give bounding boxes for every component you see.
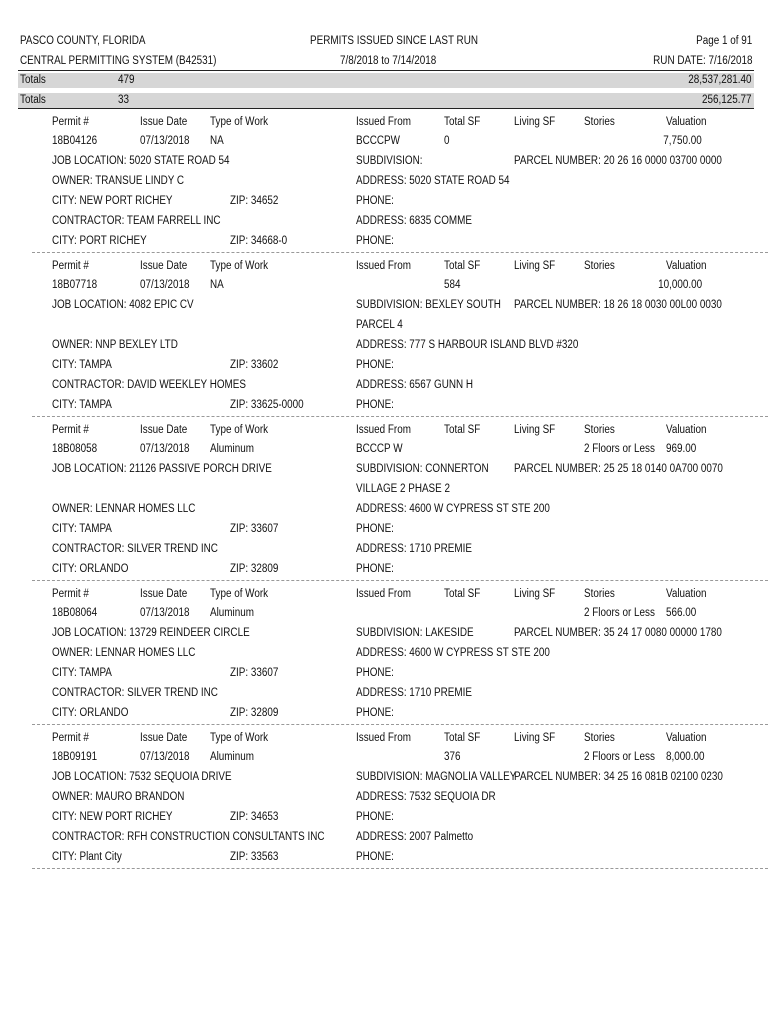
owner-phone: PHONE: xyxy=(356,195,394,207)
contractor-address: ADDRESS: 1710 PREMIE xyxy=(356,543,472,555)
permit-number: 18B08064 xyxy=(52,607,98,619)
type-of-work: Aluminum xyxy=(210,607,254,619)
owner: OWNER: NNP BEXLEY LTD xyxy=(52,339,178,351)
owner: OWNER: LENNAR HOMES LLC xyxy=(52,647,196,659)
job-location: JOB LOCATION: 21126 PASSIVE PORCH DRIVE xyxy=(52,463,272,475)
issue-date: 07/13/2018 xyxy=(140,443,190,455)
total-sf-label: Total SF xyxy=(444,260,481,272)
issue-date-label: Issue Date xyxy=(140,424,188,436)
owner-city: CITY: TAMPA xyxy=(52,359,112,371)
owner: OWNER: MAURO BRANDON xyxy=(52,791,185,803)
owner-city: CITY: NEW PORT RICHEY xyxy=(52,811,173,823)
type-of-work: Aluminum xyxy=(210,443,254,455)
total-sf: 584 xyxy=(444,279,461,291)
total-sf-label: Total SF xyxy=(444,116,481,128)
totals-label: Totals xyxy=(20,94,46,106)
type-of-work: Aluminum xyxy=(210,751,254,763)
issue-date: 07/13/2018 xyxy=(140,135,190,147)
parcel-number: PARCEL NUMBER: 18 26 18 0030 00L00 0030 xyxy=(514,299,722,311)
type-of-work-label: Type of Work xyxy=(210,732,269,744)
contractor-phone: PHONE: xyxy=(356,707,394,719)
valuation-label: Valuation xyxy=(666,260,707,272)
valuation-label: Valuation xyxy=(666,588,707,600)
header-divider xyxy=(18,70,754,71)
contractor-city: CITY: TAMPA xyxy=(52,399,112,411)
permit-label: Permit # xyxy=(52,732,89,744)
owner-address: ADDRESS: 5020 STATE ROAD 54 xyxy=(356,175,510,187)
record-divider xyxy=(32,580,768,581)
owner-address: ADDRESS: 4600 W CYPRESS ST STE 200 xyxy=(356,503,550,515)
issued-from-label: Issued From xyxy=(356,732,411,744)
owner-address: ADDRESS: 4600 W CYPRESS ST STE 200 xyxy=(356,647,550,659)
subdivision: SUBDIVISION: CONNERTON xyxy=(356,463,489,475)
contractor-phone: PHONE: xyxy=(356,235,394,247)
contractor-address: ADDRESS: 2007 Palmetto xyxy=(356,831,474,843)
subdivision: SUBDIVISION: LAKESIDE xyxy=(356,627,474,639)
contractor-zip: ZIP: 32809 xyxy=(230,563,279,575)
type-of-work-label: Type of Work xyxy=(210,588,269,600)
issue-date-label: Issue Date xyxy=(140,732,188,744)
total-sf-label: Total SF xyxy=(444,424,481,436)
owner-zip: ZIP: 33607 xyxy=(230,667,279,679)
permit-number: 18B04126 xyxy=(52,135,98,147)
parcel-number: PARCEL NUMBER: 34 25 16 081B 02100 0230 xyxy=(514,771,723,783)
contractor-phone: PHONE: xyxy=(356,851,394,863)
permit-number: 18B09191 xyxy=(52,751,98,763)
owner-address: ADDRESS: 7532 SEQUOIA DR xyxy=(356,791,496,803)
valuation-label: Valuation xyxy=(666,116,707,128)
owner: OWNER: TRANSUE LINDY C xyxy=(52,175,185,187)
permit-label: Permit # xyxy=(52,588,89,600)
contractor-zip: ZIP: 32809 xyxy=(230,707,279,719)
issue-date-label: Issue Date xyxy=(140,260,188,272)
permit-label: Permit # xyxy=(52,424,89,436)
valuation: 8,000.00 xyxy=(666,751,705,763)
permit-number: 18B08058 xyxy=(52,443,98,455)
job-location: JOB LOCATION: 7532 SEQUOIA DRIVE xyxy=(52,771,232,783)
stories: 2 Floors or Less xyxy=(584,443,655,455)
totals-count: 33 xyxy=(118,94,130,106)
owner-phone: PHONE: xyxy=(356,523,394,535)
contractor-city: CITY: Plant City xyxy=(52,851,122,863)
issued-from: BCCCP W xyxy=(356,443,403,455)
valuation: 10,000.00 xyxy=(657,279,702,291)
contractor: CONTRACTOR: SILVER TREND INC xyxy=(52,687,218,699)
stories-label: Stories xyxy=(584,588,615,600)
contractor-address: ADDRESS: 1710 PREMIE xyxy=(356,687,472,699)
valuation-label: Valuation xyxy=(666,424,707,436)
job-location: JOB LOCATION: 13729 REINDEER CIRCLE xyxy=(52,627,250,639)
owner-zip: ZIP: 34652 xyxy=(230,195,279,207)
contractor-phone: PHONE: xyxy=(356,563,394,575)
contractor-zip: ZIP: 34668-0 xyxy=(230,235,288,247)
stories-label: Stories xyxy=(584,424,615,436)
type-of-work-label: Type of Work xyxy=(210,424,269,436)
valuation: 969.00 xyxy=(666,443,697,455)
date-range: 7/8/2018 to 7/14/2018 xyxy=(340,55,437,67)
contractor-address: ADDRESS: 6567 GUNN H xyxy=(356,379,474,391)
issue-date: 07/13/2018 xyxy=(140,279,190,291)
owner-zip: ZIP: 34653 xyxy=(230,811,279,823)
system-name: CENTRAL PERMITTING SYSTEM (B42531) xyxy=(20,55,217,67)
owner-phone: PHONE: xyxy=(356,667,394,679)
totals-row xyxy=(18,93,754,109)
owner-city: CITY: TAMPA xyxy=(52,667,112,679)
subdivision: SUBDIVISION: xyxy=(356,155,423,167)
permit-label: Permit # xyxy=(52,116,89,128)
type-of-work-label: Type of Work xyxy=(210,260,269,272)
issue-date: 07/13/2018 xyxy=(140,751,190,763)
issue-date-label: Issue Date xyxy=(140,588,188,600)
owner-zip: ZIP: 33602 xyxy=(230,359,279,371)
contractor-phone: PHONE: xyxy=(356,399,394,411)
contractor: CONTRACTOR: DAVID WEEKLEY HOMES xyxy=(52,379,246,391)
totals-count: 479 xyxy=(118,74,135,86)
type-of-work: NA xyxy=(210,135,224,147)
record-divider xyxy=(32,868,768,869)
owner-city: CITY: NEW PORT RICHEY xyxy=(52,195,173,207)
totals-amount: 28,537,281.40 xyxy=(688,74,752,86)
valuation: 7,750.00 xyxy=(663,135,702,147)
totals-amount: 256,125.77 xyxy=(702,94,752,106)
job-location: JOB LOCATION: 4082 EPIC CV xyxy=(52,299,194,311)
contractor-city: CITY: ORLANDO xyxy=(52,563,129,575)
run-date: RUN DATE: 7/16/2018 xyxy=(652,55,752,67)
contractor-city: CITY: PORT RICHEY xyxy=(52,235,147,247)
record-divider xyxy=(32,724,768,725)
report-title: PERMITS ISSUED SINCE LAST RUN xyxy=(310,35,478,47)
issue-date: 07/13/2018 xyxy=(140,607,190,619)
total-sf-label: Total SF xyxy=(444,732,481,744)
valuation: 566.00 xyxy=(666,607,697,619)
parcel-number: PARCEL NUMBER: 20 26 16 0000 03700 0000 xyxy=(514,155,722,167)
county-name: PASCO COUNTY, FLORIDA xyxy=(20,35,146,47)
issued-from-label: Issued From xyxy=(356,116,411,128)
stories: 2 Floors or Less xyxy=(584,607,655,619)
living-sf-label: Living SF xyxy=(514,588,556,600)
type-of-work-label: Type of Work xyxy=(210,116,269,128)
subdivision: SUBDIVISION: MAGNOLIA VALLEY xyxy=(356,771,517,783)
owner-zip: ZIP: 33607 xyxy=(230,523,279,535)
stories: 2 Floors or Less xyxy=(584,751,655,763)
living-sf-label: Living SF xyxy=(514,424,556,436)
subdivision: SUBDIVISION: BEXLEY SOUTH xyxy=(356,299,501,311)
living-sf-label: Living SF xyxy=(514,732,556,744)
totals-row xyxy=(18,73,754,88)
record-divider xyxy=(32,416,768,417)
issued-from-label: Issued From xyxy=(356,588,411,600)
issued-from: BCCCPW xyxy=(356,135,400,147)
permit-number: 18B07718 xyxy=(52,279,98,291)
subdivision-continued: PARCEL 4 xyxy=(356,319,403,331)
page-number: Page 1 of 91 xyxy=(695,35,752,47)
stories-label: Stories xyxy=(584,116,615,128)
totals-label: Totals xyxy=(20,74,46,86)
job-location: JOB LOCATION: 5020 STATE ROAD 54 xyxy=(52,155,230,167)
stories-label: Stories xyxy=(584,732,615,744)
issue-date-label: Issue Date xyxy=(140,116,188,128)
parcel-number: PARCEL NUMBER: 35 24 17 0080 00000 1780 xyxy=(514,627,722,639)
parcel-number: PARCEL NUMBER: 25 25 18 0140 0A700 0070 xyxy=(514,463,723,475)
total-sf: 0 xyxy=(444,135,450,147)
valuation-label: Valuation xyxy=(666,732,707,744)
record-divider xyxy=(32,252,768,253)
owner-address: ADDRESS: 777 S HARBOUR ISLAND BLVD #320 xyxy=(356,339,579,351)
issued-from-label: Issued From xyxy=(356,260,411,272)
living-sf-label: Living SF xyxy=(514,260,556,272)
contractor: CONTRACTOR: TEAM FARRELL INC xyxy=(52,215,221,227)
issued-from-label: Issued From xyxy=(356,424,411,436)
owner-phone: PHONE: xyxy=(356,359,394,371)
contractor: CONTRACTOR: SILVER TREND INC xyxy=(52,543,218,555)
contractor-address: ADDRESS: 6835 COMME xyxy=(356,215,472,227)
living-sf-label: Living SF xyxy=(514,116,556,128)
stories-label: Stories xyxy=(584,260,615,272)
contractor-zip: ZIP: 33625-0000 xyxy=(230,399,304,411)
contractor: CONTRACTOR: RFH CONSTRUCTION CONSULTANTS INC xyxy=(52,831,325,843)
owner: OWNER: LENNAR HOMES LLC xyxy=(52,503,196,515)
total-sf-label: Total SF xyxy=(444,588,481,600)
type-of-work: NA xyxy=(210,279,224,291)
permit-label: Permit # xyxy=(52,260,89,272)
subdivision-continued: VILLAGE 2 PHASE 2 xyxy=(356,483,451,495)
total-sf: 376 xyxy=(444,751,461,763)
owner-city: CITY: TAMPA xyxy=(52,523,112,535)
owner-phone: PHONE: xyxy=(356,811,394,823)
contractor-zip: ZIP: 33563 xyxy=(230,851,279,863)
contractor-city: CITY: ORLANDO xyxy=(52,707,129,719)
